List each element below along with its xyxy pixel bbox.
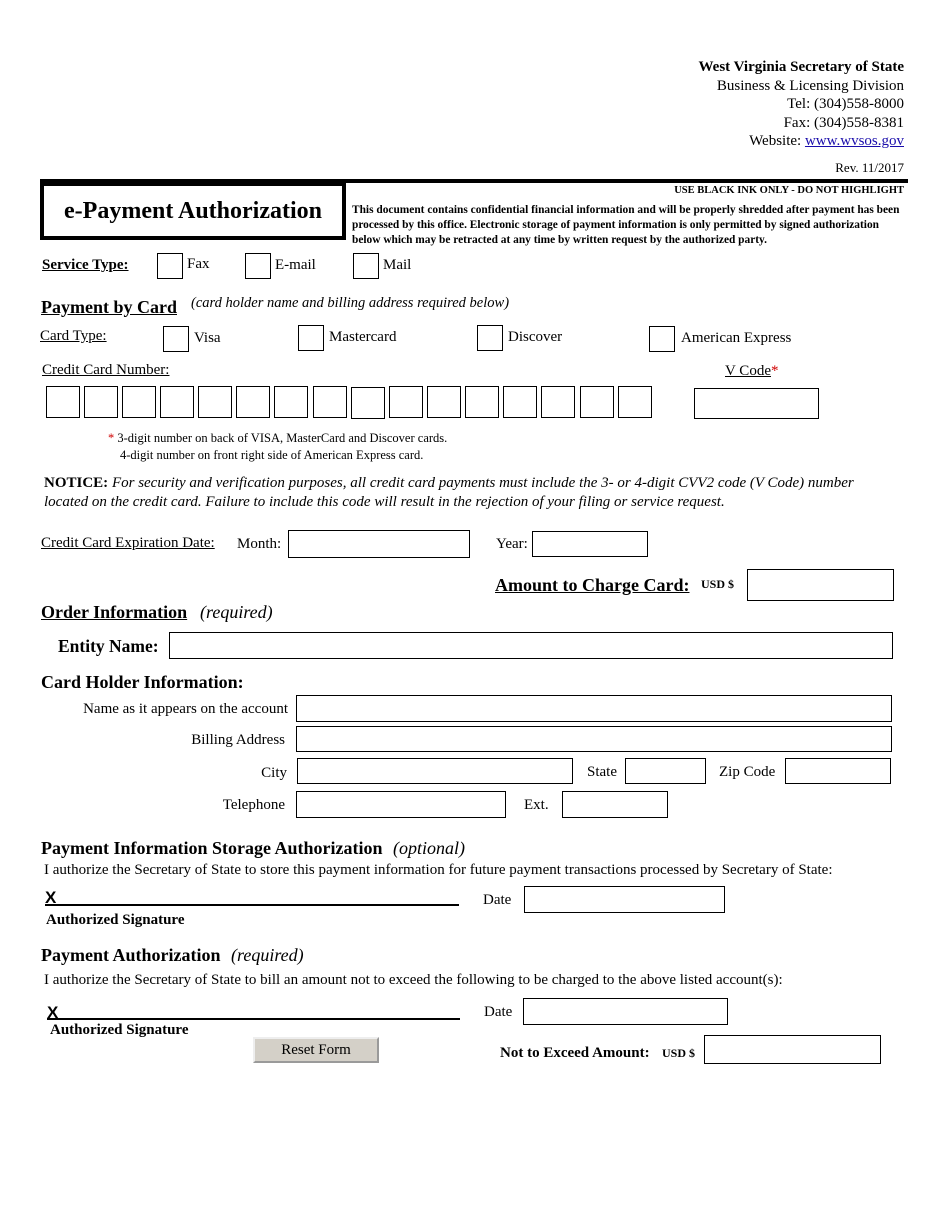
revision-label: Rev. 11/2017	[835, 160, 904, 175]
cc-digit-2[interactable]	[84, 386, 118, 418]
footnote-asterisk: *	[108, 431, 115, 445]
cc-digit-3[interactable]	[122, 386, 156, 418]
billing-address-label: Billing Address	[191, 732, 285, 748]
footnote-text-1: 3-digit number on back of VISA, MasterCard and Discover cards.	[117, 431, 448, 445]
payment-date-label: Date	[484, 1004, 513, 1020]
cc-digit-6[interactable]	[236, 386, 270, 418]
billing-address-input[interactable]	[296, 726, 892, 752]
cc-digit-10[interactable]	[389, 386, 423, 418]
order-required: (required)	[200, 602, 273, 622]
cc-digit-4[interactable]	[160, 386, 194, 418]
vcode-label-wrap	[725, 363, 778, 380]
month-input[interactable]	[288, 530, 470, 558]
cc-digit-5[interactable]	[198, 386, 232, 418]
account-name-label: Name as it appears on the account	[83, 701, 288, 717]
cc-digit-15[interactable]	[580, 386, 614, 418]
payment-signature-line[interactable]	[47, 1018, 460, 1020]
card-visa-label: Visa	[194, 330, 221, 346]
month-label: Month:	[237, 536, 282, 552]
cc-digit-11[interactable]	[427, 386, 461, 418]
payment-signature-label: Authorized Signature	[50, 1022, 189, 1038]
amount-label: Amount to Charge Card:	[495, 575, 690, 595]
payment-x-mark: X	[47, 1003, 59, 1022]
state-label: State	[587, 764, 617, 780]
cc-digit-16[interactable]	[618, 386, 652, 418]
city-label: City	[261, 765, 287, 781]
website-link[interactable]: www.wvsos.gov	[804, 133, 904, 150]
notice-label: NOTICE:	[44, 475, 109, 491]
service-email-label: E-mail	[275, 257, 316, 273]
service-fax-label: Fax	[187, 256, 210, 272]
cc-digit-1[interactable]	[46, 386, 80, 418]
ext-label: Ext.	[524, 797, 549, 813]
city-input[interactable]	[297, 758, 573, 784]
year-label: Year:	[496, 536, 528, 552]
zip-label: Zip Code	[719, 764, 776, 780]
ext-input[interactable]	[562, 791, 668, 818]
reset-form-button[interactable]: Reset Form	[253, 1037, 379, 1063]
state-input[interactable]	[625, 758, 706, 784]
service-fax-checkbox[interactable]	[157, 253, 183, 279]
card-amex-checkbox[interactable]	[649, 326, 675, 352]
vcode-footnote-line1	[108, 430, 447, 447]
tel-number: Tel: (304)558-8000	[787, 96, 904, 113]
service-mail-label: Mail	[383, 257, 412, 273]
service-type-label: Service Type:	[42, 257, 129, 273]
order-heading: Order Information	[41, 602, 188, 622]
payment-by-card-heading: Payment by Card	[41, 297, 177, 317]
entity-name-input[interactable]	[169, 632, 893, 659]
cc-digit-14[interactable]	[541, 386, 575, 418]
cc-digit-9[interactable]	[351, 387, 385, 419]
payment-auth-required: (required)	[231, 945, 304, 965]
telephone-input[interactable]	[296, 791, 506, 818]
storage-signature-label: Authorized Signature	[46, 912, 185, 928]
service-email-checkbox[interactable]	[245, 253, 271, 279]
confidential-notice: This document contains confidential financial information and will be properly shredded after payment has been processed by this office. Electronic storage of payment information is only permitted by signed authorization below which may be retracted at any time by written request by the authorized party.	[352, 204, 900, 246]
vcode-asterisk: *	[770, 363, 779, 379]
zip-input[interactable]	[785, 758, 891, 784]
account-name-input[interactable]	[296, 695, 892, 722]
org-name: West Virginia Secretary of State	[698, 59, 904, 75]
not-exceed-currency: USD $	[662, 1046, 696, 1060]
cc-number-label: Credit Card Number:	[42, 362, 170, 378]
payment-by-card-note: (card holder name and billing address required below)	[191, 295, 510, 311]
card-amex-label: American Express	[681, 330, 792, 346]
vcode-input[interactable]	[694, 388, 819, 419]
amount-currency: USD $	[701, 577, 735, 591]
header	[698, 58, 904, 151]
not-exceed-input[interactable]	[704, 1035, 881, 1064]
card-discover-label: Discover	[508, 329, 563, 345]
storage-date-input[interactable]	[524, 886, 725, 913]
page-title: e-Payment Authorization	[64, 197, 322, 224]
payment-auth-text: I authorize the Secretary of State to bill an amount not to exceed the following to be charged to the above listed account(s):	[44, 972, 783, 988]
vcode-footnote	[108, 430, 447, 463]
division-name: Business & Licensing Division	[716, 77, 904, 94]
storage-auth-heading: Payment Information Storage Authorization	[41, 838, 383, 858]
website-label: Website:	[749, 133, 802, 150]
title-box	[40, 182, 346, 240]
payment-auth-heading-wrap	[41, 945, 304, 966]
website-line	[698, 132, 904, 151]
card-visa-checkbox[interactable]	[163, 326, 189, 352]
cc-digit-7[interactable]	[274, 386, 308, 418]
payment-auth-heading: Payment Authorization	[41, 945, 221, 965]
entity-name-label: Entity Name:	[58, 636, 159, 656]
storage-signature-line[interactable]	[45, 904, 459, 906]
cc-digit-13[interactable]	[503, 386, 537, 418]
service-mail-checkbox[interactable]	[353, 253, 379, 279]
cc-digit-8[interactable]	[313, 386, 347, 418]
fax-number: Fax: (304)558-8381	[783, 114, 904, 131]
vcode-footnote-line2: 4-digit number on front right side of American Express card.	[120, 447, 424, 462]
cvv-notice	[44, 474, 900, 512]
storage-date-label: Date	[483, 892, 512, 908]
storage-auth-text: I authorize the Secretary of State to store this payment information for future payment transactions processed by Secretary of State:	[44, 862, 833, 878]
storage-x-mark: X	[45, 888, 57, 907]
card-holder-heading: Card Holder Information:	[41, 672, 244, 692]
payment-date-input[interactable]	[523, 998, 728, 1025]
storage-auth-heading-wrap	[41, 838, 465, 859]
ink-notice: USE BLACK INK ONLY - DO NOT HIGHLIGHT	[674, 185, 904, 196]
not-exceed-label: Not to Exceed Amount:	[500, 1045, 650, 1061]
card-discover-checkbox[interactable]	[477, 325, 503, 351]
card-mastercard-checkbox[interactable]	[298, 325, 324, 351]
vcode-label: V Code	[725, 363, 771, 379]
storage-auth-optional: (optional)	[392, 838, 465, 858]
card-type-label: Card Type:	[40, 328, 107, 344]
year-input[interactable]	[532, 531, 648, 557]
telephone-label: Telephone	[222, 797, 285, 813]
cc-digit-12[interactable]	[465, 386, 499, 418]
expiration-label: Credit Card Expiration Date:	[41, 535, 215, 551]
notice-text: For security and verification purposes, all credit card payments must include the 3- or 4-digit CVV2 code (V Code) number located on the credit card. Failure to include this code will result in the rejection of your filing or service request.	[44, 475, 854, 510]
card-mastercard-label: Mastercard	[329, 329, 397, 345]
amount-input[interactable]	[747, 569, 894, 601]
